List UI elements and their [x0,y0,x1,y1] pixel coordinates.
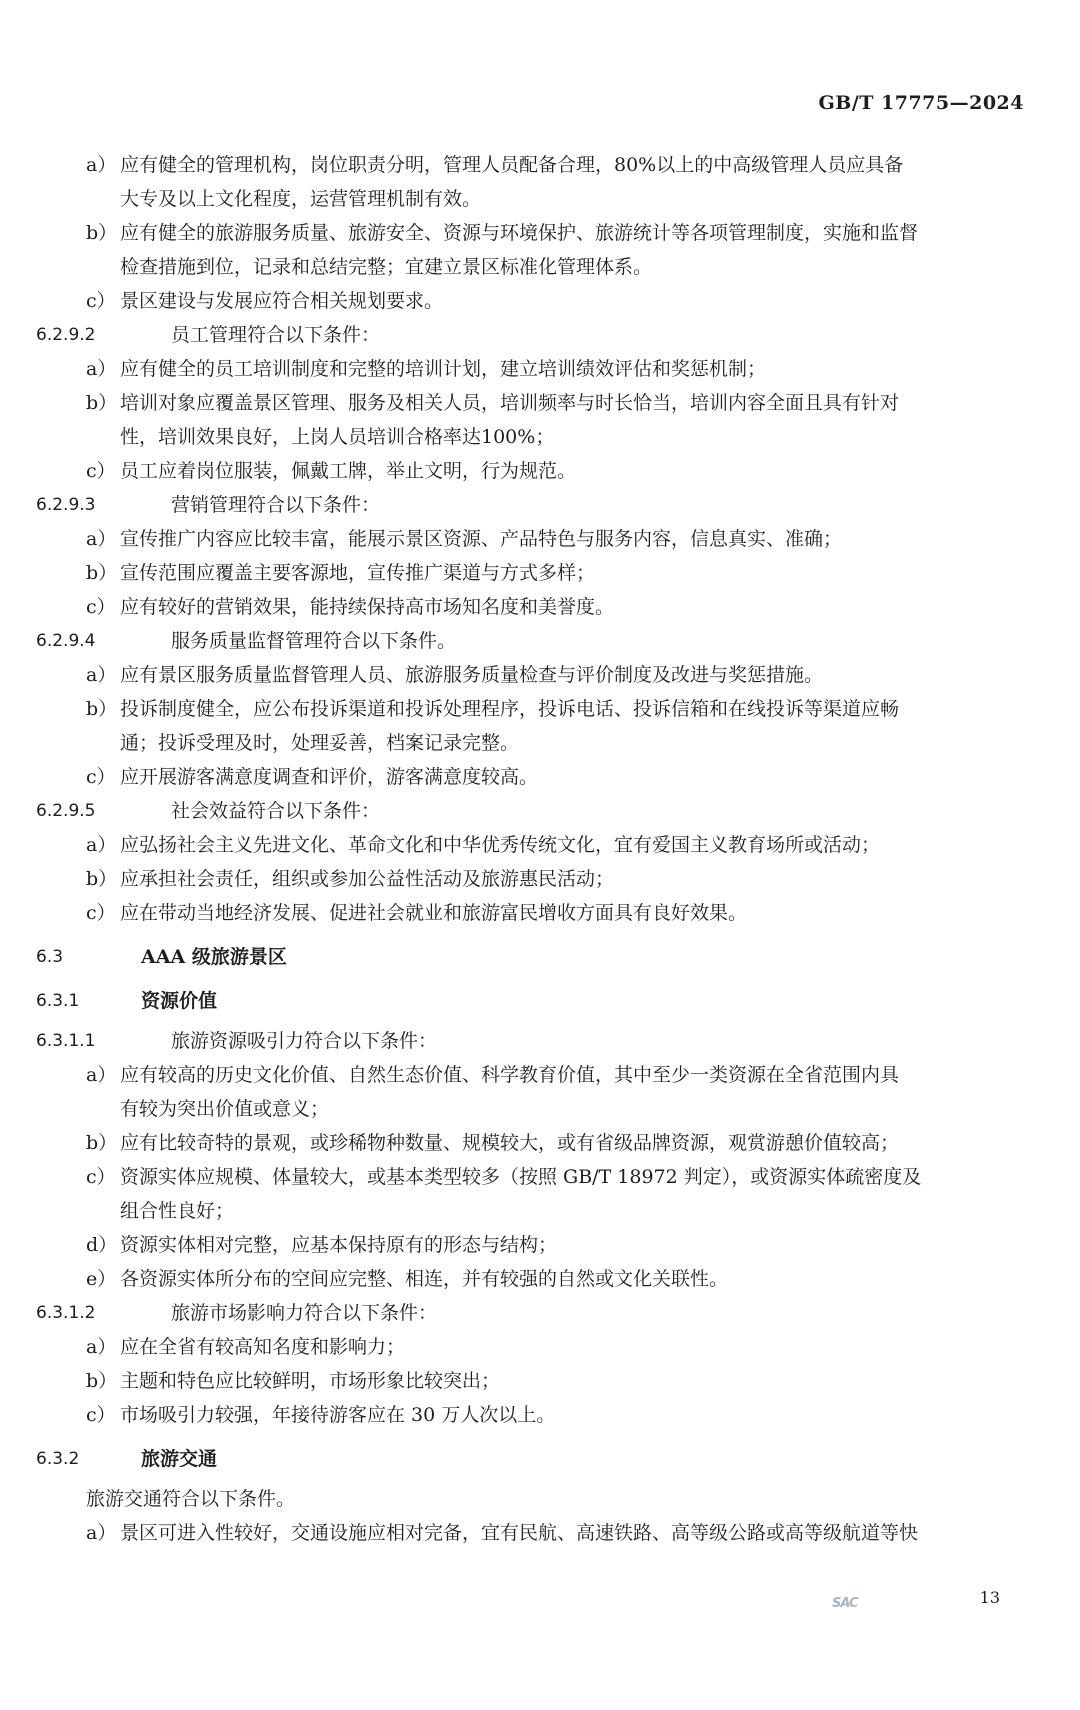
line-text: 培训对象应覆盖景区管理、服务及相关人员，培训频率与时长恰当，培训内容全面且具有针对 [120,392,900,414]
line-text: 旅游市场影响力符合以下条件： [171,1302,438,1324]
list-item [36,828,1026,862]
list-item-label: c） [86,290,116,312]
list-item-label: b） [86,1132,118,1154]
clause-heading [36,318,1026,352]
line-text: 营销管理符合以下条件： [171,494,381,516]
publisher-watermark: SAC [832,1596,858,1611]
list-item [36,1058,1026,1092]
list-item [36,454,1026,488]
line-text: 主题和特色应比较鲜明，市场形象比较突出； [120,1370,501,1392]
list-item [36,1330,1026,1364]
line-text: 社会效益符合以下条件： [171,800,381,822]
list-item-label: a） [86,358,117,380]
list-item [36,590,1026,624]
line-text: 宣传推广内容应比较丰富，能展示景区资源、产品特色与服务内容，信息真实、准确； [120,528,843,550]
list-item-label: c） [86,766,116,788]
list-item-label: b） [86,392,118,414]
list-item-label: c） [86,1166,116,1188]
clause-number: 6.2.9.5 [36,801,96,821]
line-text: 资源实体应规模、体量较大，或基本类型较多（按照 GB/T 18972 判定），或资源实体疏密度及 [120,1166,922,1188]
section-heading [36,1442,1026,1476]
list-item-label: a） [86,1522,117,1544]
line-text: 市场吸引力较强，年接待游客应在 30 万人次以上。 [120,1404,556,1426]
list-item [36,1262,1026,1296]
paragraph [36,1482,1026,1516]
list-item [36,386,1026,420]
line-text: 景区建设与发展应符合相关规划要求。 [120,290,444,312]
line-text: 有较为突出价值或意义； [120,1098,330,1120]
list-item-label: a） [86,664,117,686]
list-item-continuation [36,420,1026,454]
line-text: 应有健全的管理机构，岗位职责分明，管理人员配备合理，80%以上的中高级管理人员应具备 [120,154,904,176]
list-item-continuation [36,182,1026,216]
list-item-label: a） [86,1336,117,1358]
list-item [36,556,1026,590]
list-item [36,522,1026,556]
line-text: 应弘扬社会主义先进文化、革命文化和中华优秀传统文化，宜有爱国主义教育场所或活动； [120,834,881,856]
clause-heading [36,624,1026,658]
line-text: 应有较高的历史文化价值、自然生态价值、科学教育价值，其中至少一类资源在全省范围内具 [120,1064,900,1086]
standard-number: GB/T 17775—2024 [818,92,1024,114]
line-text: 组合性良好； [120,1200,235,1222]
line-text: 应有景区服务质量监督管理人员、旅游服务质量检查与评价制度及改进与奖惩措施。 [120,664,824,686]
list-item-label: e） [86,1268,117,1290]
list-item [36,658,1026,692]
list-item-label: b） [86,222,118,244]
list-item [36,148,1026,182]
clause-number: 6.3.2 [36,1449,80,1469]
list-item [36,216,1026,250]
list-item-label: b） [86,562,118,584]
line-text: 投诉制度健全，应公布投诉渠道和投诉处理程序，投诉电话、投诉信箱和在线投诉等渠道应畅 [120,698,900,720]
list-item-label: b） [86,698,118,720]
line-text: 检查措施到位，记录和总结完整；宜建立景区标准化管理体系。 [120,256,653,278]
list-item-continuation [36,1092,1026,1126]
line-text: 员工管理符合以下条件： [171,324,381,346]
line-text: 通；投诉受理及时，处理妥善，档案记录完整。 [120,732,520,754]
line-text: 旅游交通符合以下条件。 [86,1488,296,1510]
list-item [36,1364,1026,1398]
line-text: 应开展游客满意度调查和评价，游客满意度较高。 [120,766,539,788]
clause-number: 6.2.9.4 [36,631,96,651]
line-text: 旅游交通 [141,1448,218,1470]
line-text: 资源价值 [141,990,218,1012]
list-item [36,352,1026,386]
list-item-label: c） [86,902,116,924]
line-text: 应在带动当地经济发展、促进社会就业和旅游富民增收方面具有良好效果。 [120,902,748,924]
list-item-label: a） [86,834,117,856]
line-text: 资源实体相对完整，应基本保持原有的形态与结构； [120,1234,558,1256]
list-item-label: b） [86,868,118,890]
line-text: 服务质量监督管理符合以下条件。 [171,630,457,652]
list-item [36,896,1026,930]
clause-heading [36,794,1026,828]
clause-number: 6.2.9.3 [36,495,96,515]
line-text: 应有较好的营销效果，能持续保持高市场知名度和美誉度。 [120,596,615,618]
list-item [36,1228,1026,1262]
line-text: 员工应着岗位服装，佩戴工牌，举止文明，行为规范。 [120,460,577,482]
list-item-label: a） [86,154,117,176]
list-item-continuation [36,726,1026,760]
line-text: 景区可进入性较好，交通设施应相对完备，宜有民航、高速铁路、高等级公路或高等级航道等快 [120,1522,919,1544]
line-text: 旅游资源吸引力符合以下条件： [171,1030,438,1052]
list-item-label: c） [86,596,116,618]
list-item-continuation [36,1194,1026,1228]
clause-number: 6.3.1.2 [36,1303,96,1323]
line-text: 性，培训效果良好，上岗人员培训合格率达100%； [120,426,555,448]
list-item-label: c） [86,1404,116,1426]
list-item [36,760,1026,794]
line-text: 大专及以上文化程度，运营管理机制有效。 [120,188,482,210]
clause-heading [36,488,1026,522]
clause-number: 6.3 [36,947,64,967]
line-text: 各资源实体所分布的空间应完整、相连，并有较强的自然或文化关联性。 [120,1268,729,1290]
list-item [36,1516,1026,1550]
list-item [36,1126,1026,1160]
line-text: 应有比较奇特的景观，或珍稀物种数量、规模较大，或有省级品牌资源，观赏游憩价值较高； [120,1132,900,1154]
section-heading [36,984,1026,1018]
line-text: 应在全省有较高知名度和影响力； [120,1336,406,1358]
clause-number: 6.3.1 [36,991,80,1011]
clause-number: 6.2.9.2 [36,325,96,345]
line-text: 宣传范围应覆盖主要客源地，宣传推广渠道与方式多样； [120,562,596,584]
list-item-label: a） [86,528,117,550]
list-item-label: a） [86,1064,117,1086]
clause-heading [36,1024,1026,1058]
list-item-label: b） [86,1370,118,1392]
list-item [36,862,1026,896]
line-text: AAA 级旅游景区 [141,946,287,968]
list-item-continuation [36,250,1026,284]
page-number: 13 [979,1588,1000,1607]
list-item [36,1398,1026,1432]
list-item-label: c） [86,460,116,482]
section-heading [36,940,1026,974]
clause-number: 6.3.1.1 [36,1031,96,1051]
list-item [36,692,1026,726]
list-item-label: d） [86,1234,118,1256]
list-item [36,284,1026,318]
clause-heading [36,1296,1026,1330]
line-text: 应有健全的旅游服务质量、旅游安全、资源与环境保护、旅游统计等各项管理制度，实施和监督 [120,222,919,244]
line-text: 应承担社会责任，组织或参加公益性活动及旅游惠民活动； [120,868,615,890]
list-item [36,1160,1026,1194]
document-body [36,148,1026,1550]
line-text: 应有健全的员工培训制度和完整的培训计划，建立培训绩效评估和奖惩机制； [120,358,767,380]
